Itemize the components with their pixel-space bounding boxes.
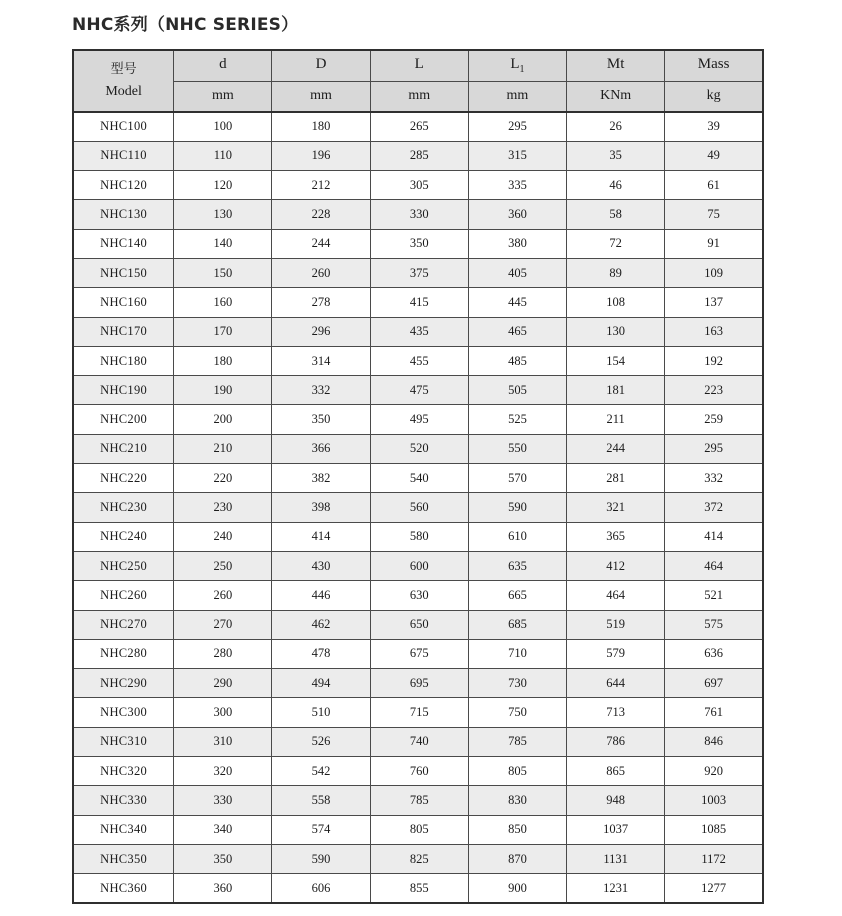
value-cell: 760 xyxy=(370,757,468,786)
table-row xyxy=(73,288,763,317)
value-cell: 405 xyxy=(468,258,566,287)
table-row xyxy=(73,464,763,493)
unit-d: mm xyxy=(174,81,272,112)
model-cell: NHC160 xyxy=(73,288,174,317)
model-cell: NHC280 xyxy=(73,639,174,668)
value-cell: 1131 xyxy=(567,844,665,873)
value-cell: 181 xyxy=(567,376,665,405)
value-cell: 296 xyxy=(272,317,370,346)
value-cell: 455 xyxy=(370,346,468,375)
value-cell: 695 xyxy=(370,669,468,698)
model-cell: NHC240 xyxy=(73,522,174,551)
value-cell: 137 xyxy=(665,288,763,317)
model-cell: NHC230 xyxy=(73,493,174,522)
value-cell: 920 xyxy=(665,757,763,786)
value-cell: 280 xyxy=(174,639,272,668)
value-cell: 190 xyxy=(174,376,272,405)
value-cell: 314 xyxy=(272,346,370,375)
value-cell: 558 xyxy=(272,786,370,815)
model-cell: NHC170 xyxy=(73,317,174,346)
unit-D: mm xyxy=(272,81,370,112)
value-cell: 685 xyxy=(468,610,566,639)
value-cell: 230 xyxy=(174,493,272,522)
value-cell: 26 xyxy=(567,112,665,141)
table-row xyxy=(73,171,763,200)
spec-table xyxy=(72,49,764,904)
value-cell: 398 xyxy=(272,493,370,522)
value-cell: 35 xyxy=(567,141,665,170)
model-cell: NHC270 xyxy=(73,610,174,639)
table-row xyxy=(73,376,763,405)
unit-L: mm xyxy=(370,81,468,112)
value-cell: 521 xyxy=(665,581,763,610)
model-cell: NHC300 xyxy=(73,698,174,727)
value-cell: 1037 xyxy=(567,815,665,844)
value-cell: 382 xyxy=(272,464,370,493)
value-cell: 150 xyxy=(174,258,272,287)
col-header-Mt-label: Mt xyxy=(606,56,625,73)
model-cell: NHC210 xyxy=(73,434,174,463)
value-cell: 475 xyxy=(370,376,468,405)
value-cell: 495 xyxy=(370,405,468,434)
value-cell: 465 xyxy=(468,317,566,346)
table-header xyxy=(73,50,763,112)
value-cell: 464 xyxy=(567,581,665,610)
value-cell: 675 xyxy=(370,639,468,668)
value-cell: 715 xyxy=(370,698,468,727)
model-cell: NHC290 xyxy=(73,669,174,698)
value-cell: 542 xyxy=(272,757,370,786)
value-cell: 730 xyxy=(468,669,566,698)
value-cell: 340 xyxy=(174,815,272,844)
value-cell: 278 xyxy=(272,288,370,317)
table-row xyxy=(73,698,763,727)
value-cell: 710 xyxy=(468,639,566,668)
value-cell: 650 xyxy=(370,610,468,639)
value-cell: 870 xyxy=(468,844,566,873)
value-cell: 259 xyxy=(665,405,763,434)
col-header-Mass-label: Mass xyxy=(697,56,730,73)
page-title: NHC系列（NHC SERIES） xyxy=(72,15,299,35)
table-row xyxy=(73,200,763,229)
value-cell: 244 xyxy=(567,434,665,463)
col-header-D xyxy=(272,50,370,81)
unit-Mass: kg xyxy=(665,81,763,112)
table-row xyxy=(73,493,763,522)
value-cell: 360 xyxy=(174,874,272,903)
value-cell: 350 xyxy=(272,405,370,434)
model-cell: NHC130 xyxy=(73,200,174,229)
value-cell: 446 xyxy=(272,581,370,610)
value-cell: 89 xyxy=(567,258,665,287)
table-row xyxy=(73,141,763,170)
table-row xyxy=(73,434,763,463)
col-header-d xyxy=(174,50,272,81)
value-cell: 180 xyxy=(272,112,370,141)
value-cell: 163 xyxy=(665,317,763,346)
value-cell: 240 xyxy=(174,522,272,551)
value-cell: 830 xyxy=(468,786,566,815)
value-cell: 321 xyxy=(567,493,665,522)
value-cell: 109 xyxy=(665,258,763,287)
value-cell: 865 xyxy=(567,757,665,786)
value-cell: 281 xyxy=(567,464,665,493)
model-header-zh: 型号 xyxy=(110,61,137,77)
value-cell: 285 xyxy=(370,141,468,170)
col-header-Mass xyxy=(665,50,763,81)
value-cell: 58 xyxy=(567,200,665,229)
value-cell: 130 xyxy=(567,317,665,346)
table-row xyxy=(73,317,763,346)
value-cell: 414 xyxy=(272,522,370,551)
value-cell: 350 xyxy=(370,229,468,258)
value-cell: 846 xyxy=(665,727,763,756)
model-cell: NHC120 xyxy=(73,171,174,200)
value-cell: 485 xyxy=(468,346,566,375)
unit-Mt: KNm xyxy=(567,81,665,112)
value-cell: 750 xyxy=(468,698,566,727)
value-cell: 220 xyxy=(174,464,272,493)
col-header-L xyxy=(370,50,468,81)
col-header-d-label: d xyxy=(219,56,227,73)
value-cell: 290 xyxy=(174,669,272,698)
value-cell: 412 xyxy=(567,551,665,580)
value-cell: 636 xyxy=(665,639,763,668)
col-header-model xyxy=(73,50,174,112)
value-cell: 160 xyxy=(174,288,272,317)
col-header-Mt xyxy=(567,50,665,81)
value-cell: 130 xyxy=(174,200,272,229)
value-cell: 170 xyxy=(174,317,272,346)
value-cell: 510 xyxy=(272,698,370,727)
model-header-en: Model xyxy=(105,84,142,99)
value-cell: 265 xyxy=(370,112,468,141)
value-cell: 315 xyxy=(468,141,566,170)
value-cell: 600 xyxy=(370,551,468,580)
table-row xyxy=(73,522,763,551)
value-cell: 494 xyxy=(272,669,370,698)
value-cell: 526 xyxy=(272,727,370,756)
col-header-L1 xyxy=(468,50,566,81)
value-cell: 154 xyxy=(567,346,665,375)
value-cell: 785 xyxy=(370,786,468,815)
table-row xyxy=(73,815,763,844)
value-cell: 574 xyxy=(272,815,370,844)
value-cell: 520 xyxy=(370,434,468,463)
header-name-row xyxy=(73,50,763,81)
value-cell: 200 xyxy=(174,405,272,434)
value-cell: 630 xyxy=(370,581,468,610)
value-cell: 310 xyxy=(174,727,272,756)
value-cell: 606 xyxy=(272,874,370,903)
value-cell: 91 xyxy=(665,229,763,258)
value-cell: 270 xyxy=(174,610,272,639)
value-cell: 590 xyxy=(468,493,566,522)
col-header-L-label: L xyxy=(414,56,424,73)
table-body xyxy=(73,112,763,903)
value-cell: 39 xyxy=(665,112,763,141)
value-cell: 75 xyxy=(665,200,763,229)
value-cell: 260 xyxy=(272,258,370,287)
table-row xyxy=(73,551,763,580)
table-row xyxy=(73,405,763,434)
value-cell: 519 xyxy=(567,610,665,639)
value-cell: 462 xyxy=(272,610,370,639)
value-cell: 900 xyxy=(468,874,566,903)
value-cell: 445 xyxy=(468,288,566,317)
value-cell: 140 xyxy=(174,229,272,258)
value-cell: 46 xyxy=(567,171,665,200)
value-cell: 335 xyxy=(468,171,566,200)
value-cell: 320 xyxy=(174,757,272,786)
value-cell: 244 xyxy=(272,229,370,258)
value-cell: 196 xyxy=(272,141,370,170)
model-cell: NHC100 xyxy=(73,112,174,141)
value-cell: 786 xyxy=(567,727,665,756)
value-cell: 223 xyxy=(665,376,763,405)
value-cell: 250 xyxy=(174,551,272,580)
value-cell: 330 xyxy=(174,786,272,815)
value-cell: 505 xyxy=(468,376,566,405)
value-cell: 610 xyxy=(468,522,566,551)
value-cell: 635 xyxy=(468,551,566,580)
value-cell: 110 xyxy=(174,141,272,170)
unit-L1: mm xyxy=(468,81,566,112)
table-row xyxy=(73,258,763,287)
value-cell: 805 xyxy=(370,815,468,844)
value-cell: 740 xyxy=(370,727,468,756)
value-cell: 228 xyxy=(272,200,370,229)
value-cell: 575 xyxy=(665,610,763,639)
model-cell: NHC360 xyxy=(73,874,174,903)
model-cell: NHC320 xyxy=(73,757,174,786)
value-cell: 580 xyxy=(370,522,468,551)
value-cell: 360 xyxy=(468,200,566,229)
value-cell: 644 xyxy=(567,669,665,698)
value-cell: 579 xyxy=(567,639,665,668)
value-cell: 697 xyxy=(665,669,763,698)
model-cell: NHC140 xyxy=(73,229,174,258)
value-cell: 192 xyxy=(665,346,763,375)
table-row xyxy=(73,610,763,639)
value-cell: 300 xyxy=(174,698,272,727)
value-cell: 430 xyxy=(272,551,370,580)
table-row xyxy=(73,727,763,756)
value-cell: 332 xyxy=(665,464,763,493)
value-cell: 805 xyxy=(468,757,566,786)
value-cell: 365 xyxy=(567,522,665,551)
value-cell: 785 xyxy=(468,727,566,756)
value-cell: 415 xyxy=(370,288,468,317)
value-cell: 305 xyxy=(370,171,468,200)
value-cell: 1172 xyxy=(665,844,763,873)
value-cell: 1003 xyxy=(665,786,763,815)
table-row xyxy=(73,229,763,258)
table-row xyxy=(73,844,763,873)
value-cell: 590 xyxy=(272,844,370,873)
model-cell: NHC150 xyxy=(73,258,174,287)
value-cell: 100 xyxy=(174,112,272,141)
value-cell: 366 xyxy=(272,434,370,463)
value-cell: 332 xyxy=(272,376,370,405)
value-cell: 380 xyxy=(468,229,566,258)
value-cell: 49 xyxy=(665,141,763,170)
table-row xyxy=(73,639,763,668)
value-cell: 211 xyxy=(567,405,665,434)
model-cell: NHC260 xyxy=(73,581,174,610)
model-cell: NHC310 xyxy=(73,727,174,756)
value-cell: 180 xyxy=(174,346,272,375)
model-cell: NHC190 xyxy=(73,376,174,405)
page xyxy=(72,10,764,904)
value-cell: 120 xyxy=(174,171,272,200)
value-cell: 1085 xyxy=(665,815,763,844)
value-cell: 260 xyxy=(174,581,272,610)
header-unit-row xyxy=(73,81,763,112)
value-cell: 665 xyxy=(468,581,566,610)
value-cell: 72 xyxy=(567,229,665,258)
value-cell: 948 xyxy=(567,786,665,815)
model-cell: NHC110 xyxy=(73,141,174,170)
model-cell: NHC350 xyxy=(73,844,174,873)
model-cell: NHC340 xyxy=(73,815,174,844)
value-cell: 295 xyxy=(468,112,566,141)
value-cell: 210 xyxy=(174,434,272,463)
table-row xyxy=(73,346,763,375)
table-row xyxy=(73,757,763,786)
model-cell: NHC330 xyxy=(73,786,174,815)
value-cell: 825 xyxy=(370,844,468,873)
value-cell: 713 xyxy=(567,698,665,727)
value-cell: 330 xyxy=(370,200,468,229)
model-cell: NHC220 xyxy=(73,464,174,493)
table-row xyxy=(73,786,763,815)
col-header-L1-sub: 1 xyxy=(519,64,525,76)
value-cell: 350 xyxy=(174,844,272,873)
table-row xyxy=(73,581,763,610)
table-row xyxy=(73,669,763,698)
model-cell: NHC250 xyxy=(73,551,174,580)
value-cell: 560 xyxy=(370,493,468,522)
value-cell: 570 xyxy=(468,464,566,493)
value-cell: 1231 xyxy=(567,874,665,903)
value-cell: 435 xyxy=(370,317,468,346)
value-cell: 464 xyxy=(665,551,763,580)
value-cell: 295 xyxy=(665,434,763,463)
value-cell: 1277 xyxy=(665,874,763,903)
value-cell: 540 xyxy=(370,464,468,493)
model-cell: NHC200 xyxy=(73,405,174,434)
value-cell: 478 xyxy=(272,639,370,668)
col-header-L1-label: L xyxy=(510,56,520,73)
value-cell: 108 xyxy=(567,288,665,317)
col-header-D-label: D xyxy=(315,56,327,73)
value-cell: 212 xyxy=(272,171,370,200)
value-cell: 525 xyxy=(468,405,566,434)
value-cell: 761 xyxy=(665,698,763,727)
value-cell: 550 xyxy=(468,434,566,463)
table-row xyxy=(73,874,763,903)
value-cell: 855 xyxy=(370,874,468,903)
value-cell: 375 xyxy=(370,258,468,287)
value-cell: 61 xyxy=(665,171,763,200)
table-row xyxy=(73,112,763,141)
value-cell: 414 xyxy=(665,522,763,551)
model-cell: NHC180 xyxy=(73,346,174,375)
value-cell: 372 xyxy=(665,493,763,522)
value-cell: 850 xyxy=(468,815,566,844)
